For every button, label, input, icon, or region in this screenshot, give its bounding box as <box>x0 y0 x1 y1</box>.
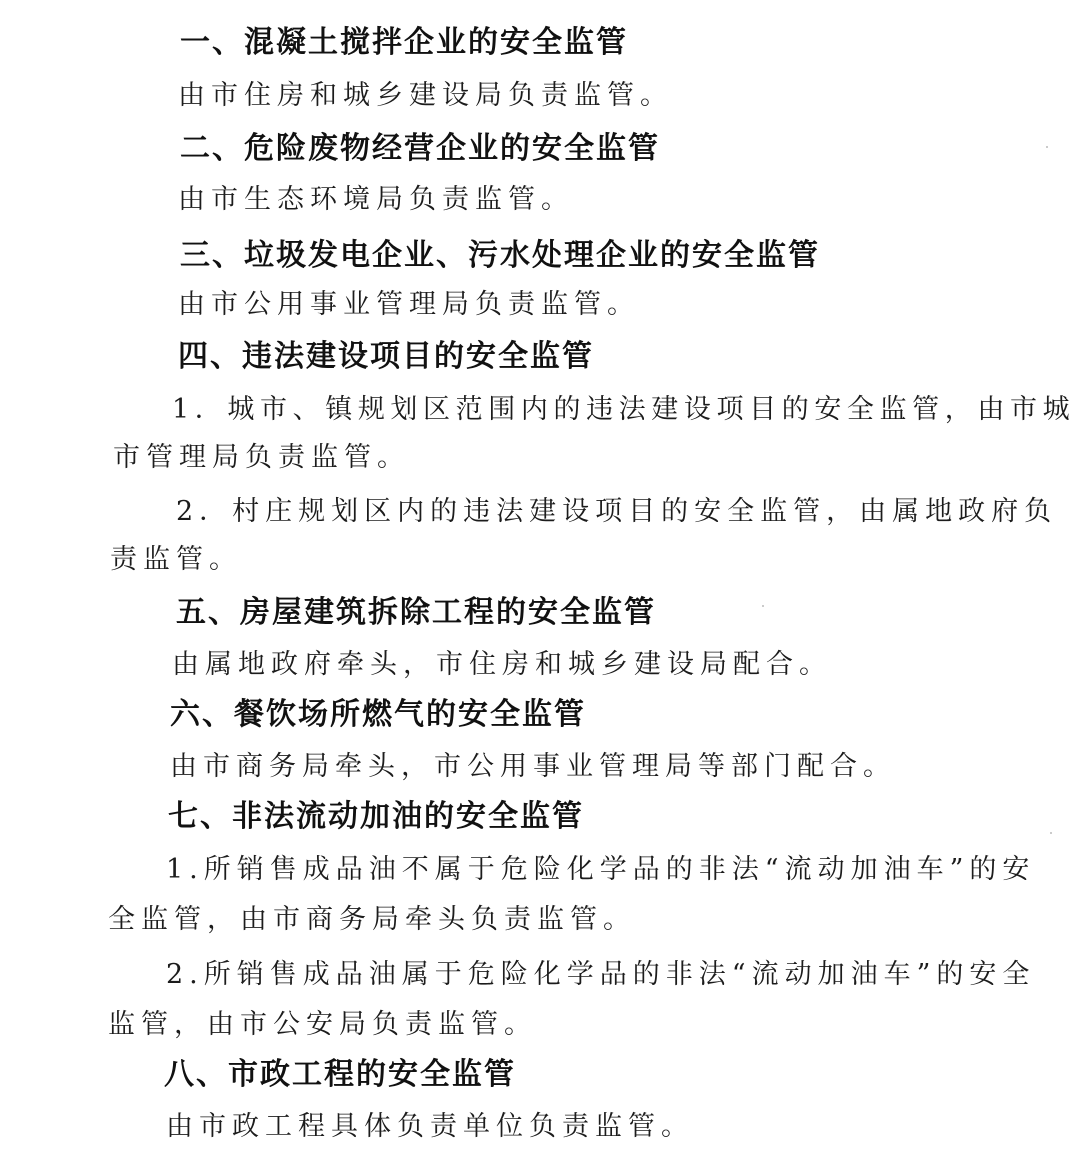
scan-speck <box>762 605 764 607</box>
section-7-item-1-line-2: 全监管，由市商务局牵头负责监管。 <box>108 904 636 935</box>
section-8-heading: 八、市政工程的安全监管 <box>164 1057 516 1092</box>
section-4-item-1-line-1: 1．城市、镇规划区范围内的违法建设项目的安全监管，由市城 <box>172 394 1076 425</box>
section-1-heading: 一、混凝土搅拌企业的安全监管 <box>180 25 628 60</box>
section-5-text: 由属地政府牵头，市住房和城乡建设局配合。 <box>172 649 832 680</box>
section-7-item-1-line-1: 1.所销售成品油不属于危险化学品的非法“流动加油车”的安 <box>166 854 1036 885</box>
section-4-item-2-line-1: 2．村庄规划区内的违法建设项目的安全监管，由属地政府负 <box>176 496 1058 527</box>
section-6-text: 由市商务局牵头，市公用事业管理局等部门配合。 <box>170 751 896 782</box>
section-7-heading: 七、非法流动加油的安全监管 <box>168 799 584 834</box>
scan-speck <box>1050 832 1052 834</box>
section-4-item-1-line-2: 市管理局负责监管。 <box>113 442 410 473</box>
section-7-item-2-line-2: 监管，由市公安局负责监管。 <box>108 1009 537 1040</box>
section-1-text: 由市住房和城乡建设局负责监管。 <box>178 80 673 111</box>
section-3-text: 由市公用事业管理局负责监管。 <box>178 289 640 320</box>
section-6-heading: 六、餐饮场所燃气的安全监管 <box>170 697 586 732</box>
section-3-heading: 三、垃圾发电企业、污水处理企业的安全监管 <box>180 238 820 273</box>
section-5-heading: 五、房屋建筑拆除工程的安全监管 <box>176 595 656 630</box>
section-4-heading: 四、违法建设项目的安全监管 <box>178 339 594 374</box>
section-7-item-2-line-1: 2.所销售成品油属于危险化学品的非法“流动加油车”的安全 <box>166 959 1036 990</box>
section-4-item-2-line-2: 责监管。 <box>110 544 242 575</box>
section-2-heading: 二、危险废物经营企业的安全监管 <box>180 131 660 166</box>
scan-speck <box>1046 146 1048 148</box>
section-2-text: 由市生态环境局负责监管。 <box>178 184 574 215</box>
section-8-text: 由市政工程具体负责单位负责监管。 <box>166 1111 694 1142</box>
